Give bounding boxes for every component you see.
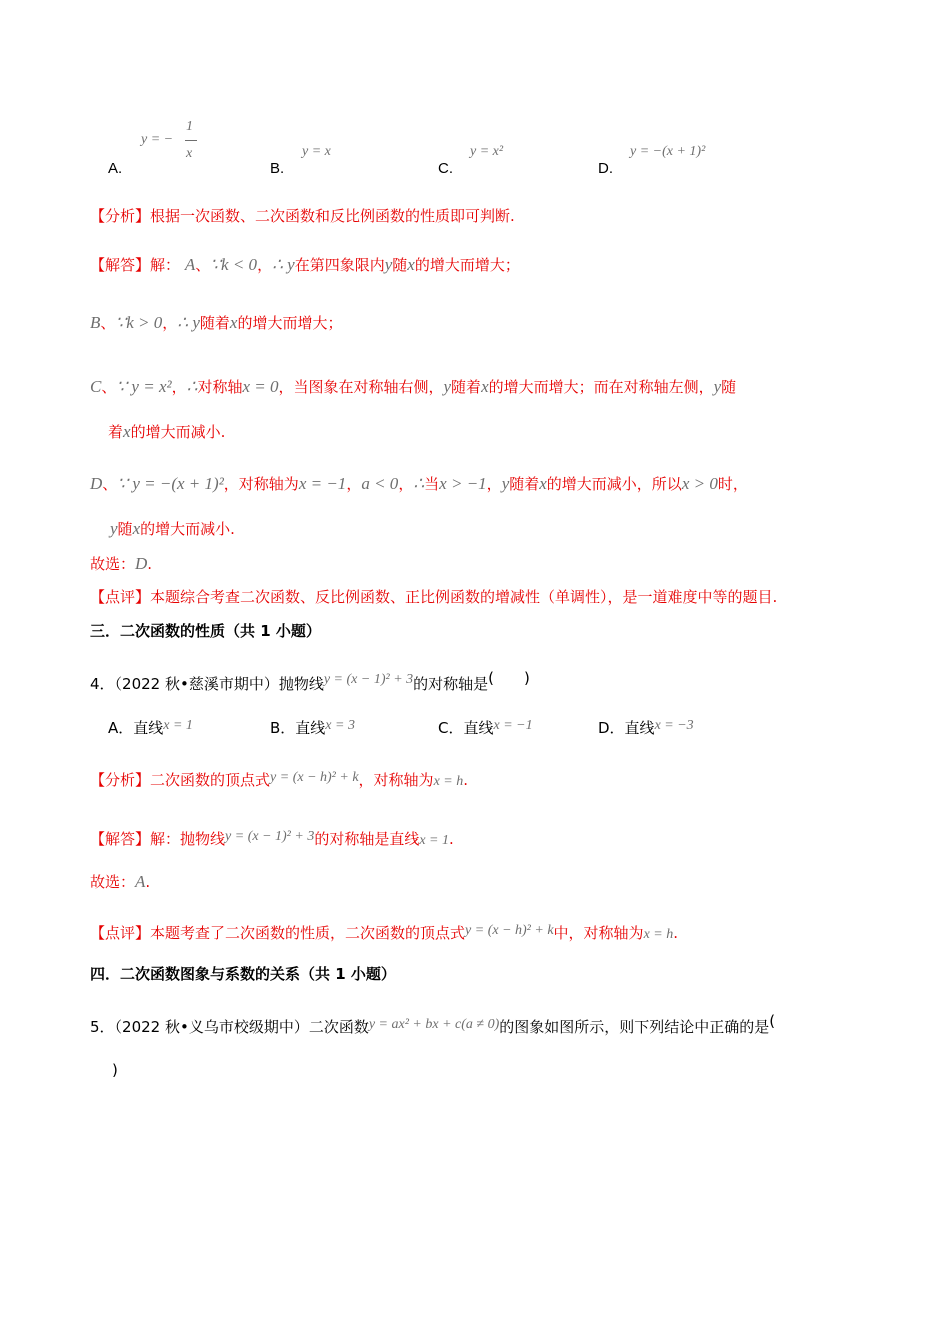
text: . xyxy=(463,771,469,789)
option-a-numerator: 1 xyxy=(186,119,193,134)
option-a-formula-prefix: y = − xyxy=(141,132,174,147)
text: 二次函数的顶点式 xyxy=(150,771,271,789)
text: 本题考查了二次函数的性质，二次函数的顶点式 xyxy=(150,924,466,942)
text: B．直线 xyxy=(270,719,326,737)
text: ， xyxy=(257,256,273,274)
math: ∵k < 0 xyxy=(210,255,258,274)
section-heading: 三．二次函数的性质（共 1 小题） xyxy=(90,622,321,640)
text: 的增大而增大； xyxy=(414,256,520,274)
text: 的增大而减小. xyxy=(140,520,235,538)
text: ， xyxy=(486,475,502,493)
text: ， xyxy=(346,475,362,493)
math: x xyxy=(132,519,141,538)
q3-answer-line-c2 xyxy=(108,422,225,442)
option-d-formula: y = −(x + 1)² xyxy=(630,144,706,159)
text: 时， xyxy=(717,475,748,493)
text: 5．（2022 秋•义乌市校级期中）二次函数 xyxy=(90,1018,369,1036)
text: 的对称轴是 xyxy=(413,675,489,693)
math: ∴ y xyxy=(272,255,295,274)
answer-tag: 【解答】 xyxy=(90,830,151,848)
text: 、 xyxy=(195,256,211,274)
analysis-tag: 【分析】 xyxy=(90,207,151,225)
math: x = 1 xyxy=(163,718,193,733)
text: 的增大而增大； xyxy=(237,314,343,332)
math: x = 1 xyxy=(419,833,450,848)
text: 、 xyxy=(100,314,116,332)
text: D．直线 xyxy=(598,719,655,737)
text: ，对称轴为 xyxy=(223,475,299,493)
text: 的对称轴是直线 xyxy=(314,830,420,848)
q4-option-b xyxy=(270,718,355,740)
math: x = h xyxy=(433,774,464,789)
text: 的增大而减小. xyxy=(130,423,226,441)
math: y = ax² + bx + c(a ≠ 0) xyxy=(368,1017,500,1032)
text: 着 xyxy=(108,423,124,441)
text: 随着 xyxy=(509,475,540,493)
text: ， xyxy=(162,314,178,332)
q4-comment xyxy=(90,923,678,945)
choice-text: 故选： xyxy=(90,873,136,891)
text: 、 xyxy=(101,378,117,396)
q5-stem-paren-close: ) xyxy=(112,1061,118,1079)
math: x = −1 xyxy=(298,474,347,493)
q5-stem xyxy=(90,1012,776,1039)
comment-text: 本题综合考查二次函数、反比例函数、正比例函数的增减性（单调性），是一道难度中等的题目. xyxy=(150,588,778,606)
math: ∴ y xyxy=(177,313,200,332)
q3-answer-line-a xyxy=(90,255,520,275)
text: 随着 xyxy=(199,314,230,332)
math: x > 0 xyxy=(681,474,718,493)
math: x = −1 xyxy=(493,718,533,733)
text: 、 xyxy=(102,475,118,493)
text: . xyxy=(673,924,679,942)
math: ∴ xyxy=(413,474,425,493)
comment-tag: 【点评】 xyxy=(90,588,151,606)
math: D xyxy=(90,474,103,493)
math: y xyxy=(110,519,118,538)
text: 随 xyxy=(117,520,133,538)
math: y xyxy=(443,377,452,396)
q4-choice xyxy=(90,872,150,892)
math: y = (x − 1)² + 3 xyxy=(225,829,315,844)
text: 随 xyxy=(392,256,408,274)
math: x = −3 xyxy=(654,718,694,733)
math: y xyxy=(713,377,722,396)
text: 的图象如图所示，则下列结论中正确的是 xyxy=(499,1018,770,1036)
math: ∴ xyxy=(186,377,198,396)
text: 随 xyxy=(721,378,737,396)
text: A．直线 xyxy=(108,719,164,737)
choice-answer: D xyxy=(135,554,148,573)
option-c-label: C. xyxy=(438,160,453,177)
math: y xyxy=(384,255,393,274)
text: 对称轴 xyxy=(197,378,243,396)
math: a < 0 xyxy=(361,474,399,493)
text: 4．（2022 秋•慈溪市期中）抛物线 xyxy=(90,675,324,693)
math: x xyxy=(229,313,238,332)
choice-text: 故选： xyxy=(90,555,136,573)
option-a-denominator: x xyxy=(186,146,193,161)
math: x xyxy=(539,474,547,493)
math: C xyxy=(90,377,102,396)
section-heading: 四．二次函数图象与系数的关系（共 1 小题） xyxy=(90,965,396,983)
option-a-label: A. xyxy=(108,160,123,177)
text: 当 xyxy=(424,475,440,493)
text: 解：抛物线 xyxy=(150,830,226,848)
math: x = 3 xyxy=(325,718,355,733)
q3-answer-line-d2 xyxy=(110,519,235,539)
math: y xyxy=(501,474,510,493)
q3-comment xyxy=(90,587,777,607)
text: ，对称轴为 xyxy=(358,771,434,789)
text: ， xyxy=(171,378,187,396)
math: x xyxy=(481,377,489,396)
option-d-label: D. xyxy=(598,160,613,177)
text: ，当图象在对称轴右侧， xyxy=(278,378,444,396)
text: 随着 xyxy=(451,378,482,396)
q3-answer-line-d xyxy=(90,474,748,494)
text: . xyxy=(145,873,151,891)
option-c-formula: y = x² xyxy=(470,144,504,159)
q4-option-d xyxy=(598,718,694,740)
text: 在第四象限内 xyxy=(294,256,385,274)
math: x = 0 xyxy=(242,377,279,396)
option-b-formula: y = x xyxy=(302,144,331,159)
math: B xyxy=(90,313,101,332)
answer-tag: 【解答】 xyxy=(90,256,151,274)
math: x xyxy=(407,255,415,274)
analysis-tag: 【分析】 xyxy=(90,771,151,789)
text: C．直线 xyxy=(438,719,494,737)
math: y = (x − 1)² + 3 xyxy=(323,672,414,687)
math: y = (x − h)² + k xyxy=(270,770,359,785)
q4-option-c xyxy=(438,718,533,740)
math: x xyxy=(123,422,131,441)
q3-answer-line-c xyxy=(90,377,736,397)
text: 的增大而增大；而在对称轴左侧， xyxy=(488,378,714,396)
math: ∵ y = x² xyxy=(116,377,172,396)
text: 的增大而减小，所以 xyxy=(546,475,682,493)
q3-analysis xyxy=(90,206,515,226)
math: ∵ y = −(x + 1)² xyxy=(117,474,224,493)
q4-option-a xyxy=(108,718,193,740)
answer-paren: ( ) xyxy=(488,669,530,687)
q4-stem xyxy=(90,669,530,696)
math: ∵k > 0 xyxy=(115,313,163,332)
option-a-fraction-bar xyxy=(185,140,197,141)
math: x > −1 xyxy=(439,474,487,493)
text: ， xyxy=(398,475,414,493)
text: . xyxy=(147,555,153,573)
answer-paren-open: ( xyxy=(769,1012,776,1030)
q3-answer-line-b xyxy=(90,313,342,333)
q3-choice xyxy=(90,554,152,574)
math: x = h xyxy=(643,927,674,942)
math: A xyxy=(184,255,196,274)
option-b-label: B. xyxy=(270,160,285,177)
q4-answer xyxy=(90,829,454,851)
math: y = (x − h)² + k xyxy=(465,923,554,938)
answer-intro: 解： xyxy=(150,256,181,274)
q4-analysis xyxy=(90,770,468,792)
comment-tag: 【点评】 xyxy=(90,924,151,942)
text: . xyxy=(449,830,454,848)
analysis-text: 根据一次函数、二次函数和反比例函数的性质即可判断. xyxy=(150,207,515,225)
text: 中，对称轴为 xyxy=(553,924,644,942)
choice-answer: A xyxy=(135,872,146,891)
